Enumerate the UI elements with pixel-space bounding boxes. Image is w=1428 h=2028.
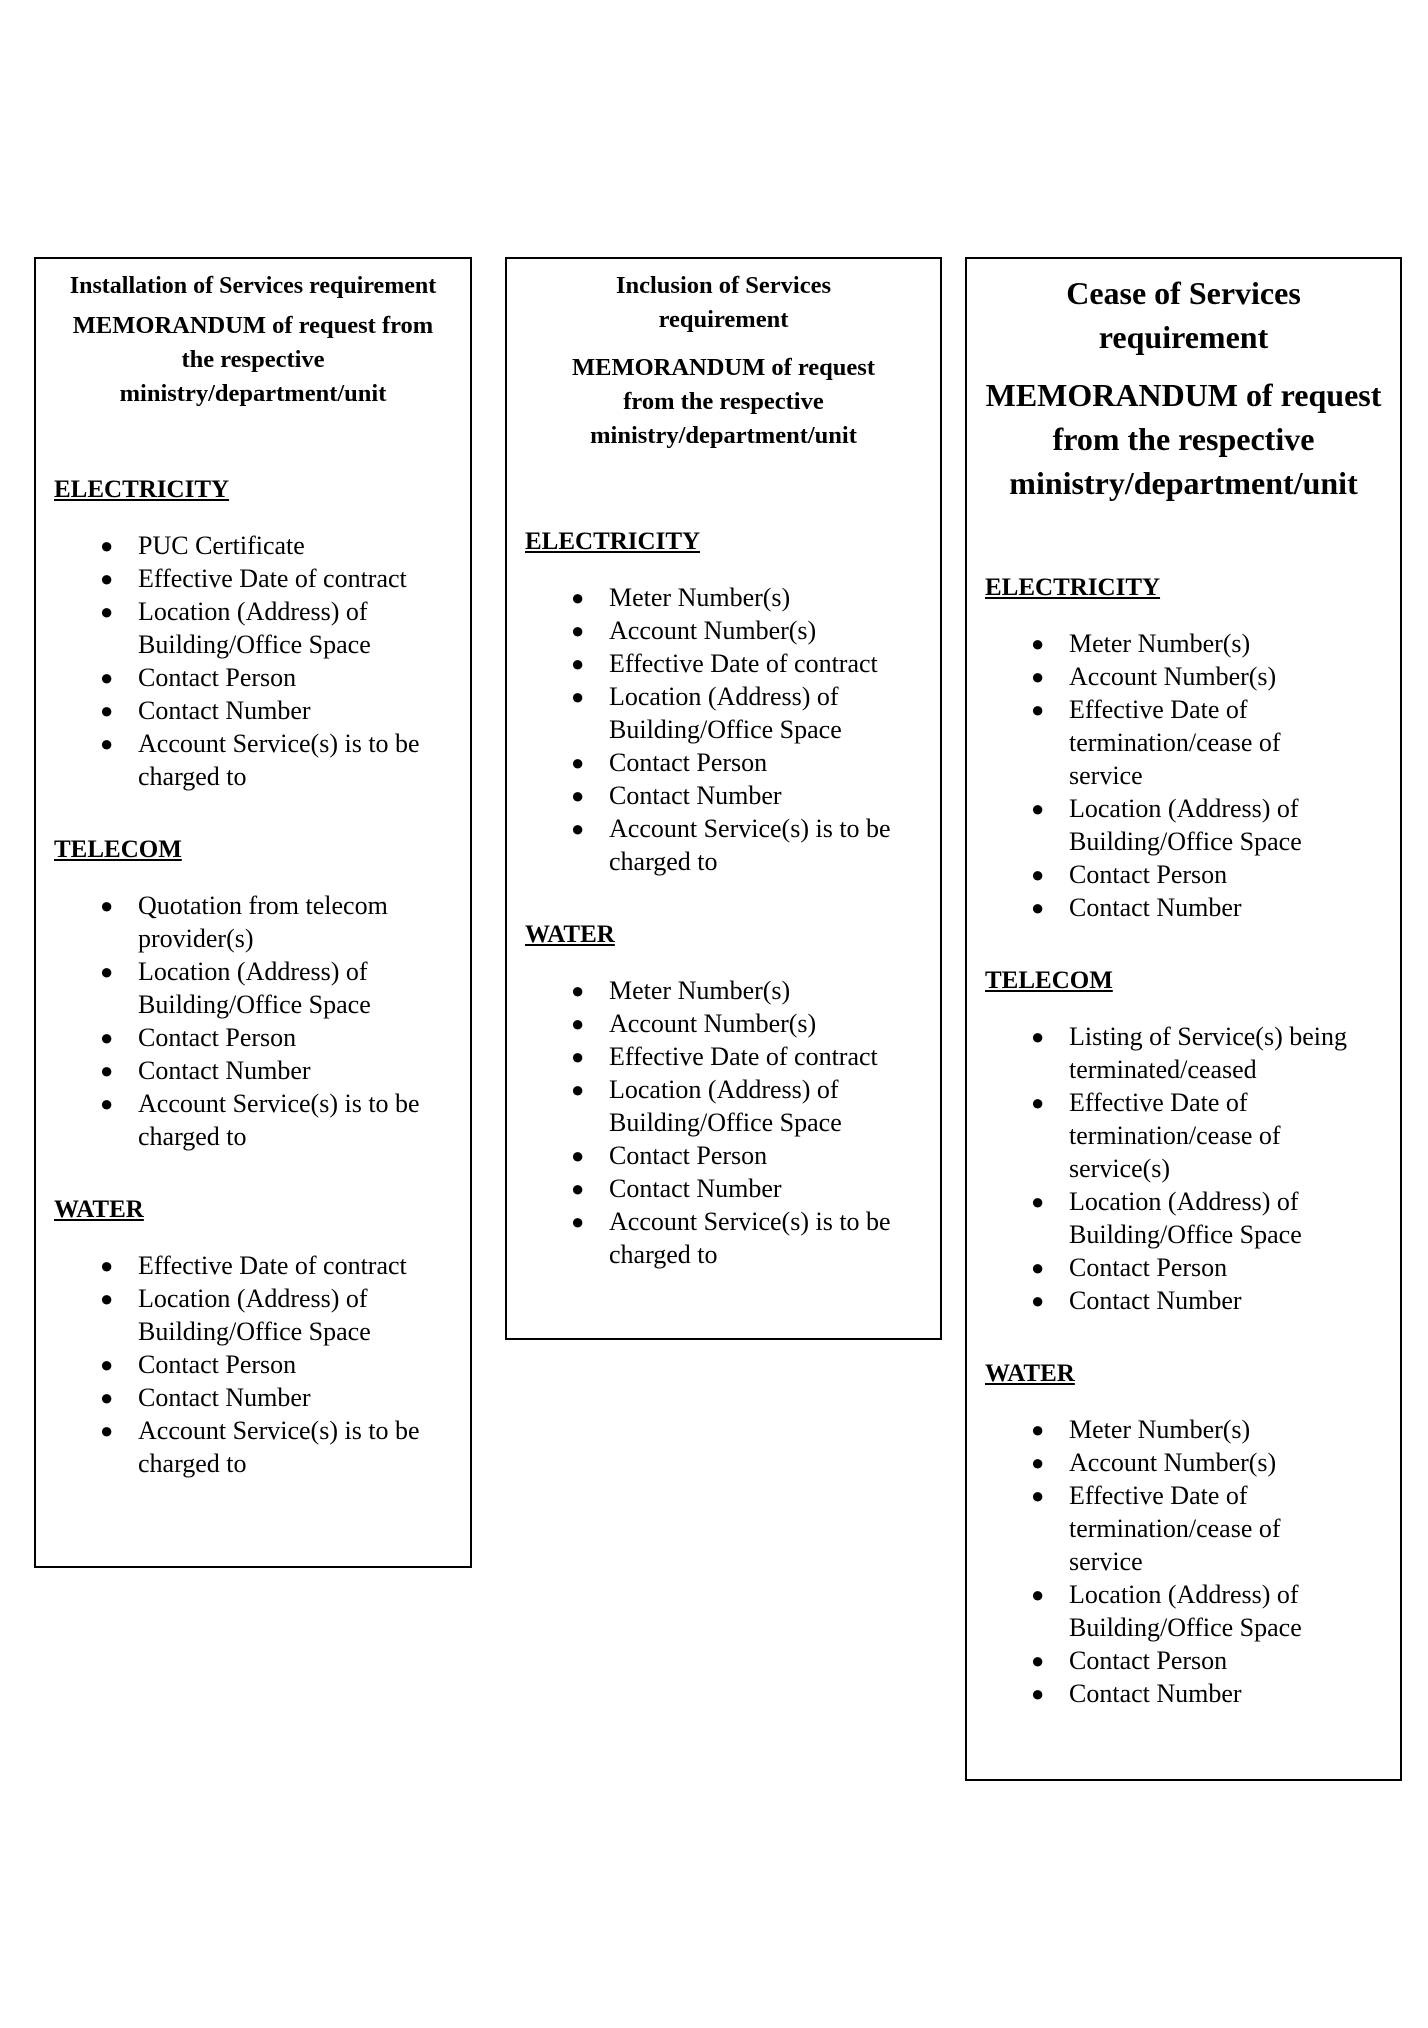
bullet-icon: ●: [1031, 664, 1045, 689]
list-item: ● Contact Person: [100, 663, 297, 692]
list-item: ● Contact Number: [1031, 1286, 1242, 1315]
list-item: ● Effective Date of contract: [571, 1042, 878, 1071]
list-item: ● Contact Number: [1031, 893, 1242, 922]
bullet-icon: ●: [100, 1091, 114, 1116]
list-item: ● Listing of Service(s) being terminated/ceased: [1031, 1022, 1347, 1084]
installation-column: [34, 257, 472, 1568]
bullet-icon: ●: [571, 1011, 585, 1036]
list-item: ● Meter Number(s): [571, 583, 791, 612]
bullet-icon: ●: [571, 651, 585, 676]
section-heading-water: WATER: [985, 1360, 1075, 1387]
list-item: ● Contact Person: [100, 1023, 297, 1052]
bullet-icon: ●: [1031, 796, 1045, 821]
bullet-icon: ●: [1031, 1255, 1045, 1280]
bullet-icon: ●: [1031, 1090, 1045, 1115]
bullet-icon: ●: [1031, 895, 1045, 920]
list-item: ● Account Number(s): [1031, 1448, 1277, 1477]
list-item: ● Account Service(s) is to be charged to: [571, 1207, 891, 1269]
list-item: ● Account Number(s): [571, 1009, 817, 1038]
bullet-icon: ●: [100, 665, 114, 690]
list-item: ● Contact Person: [100, 1350, 297, 1379]
list-item: ● Effective Date of contract: [100, 1251, 407, 1280]
bullet-icon: ●: [1031, 631, 1045, 656]
list-item: ● Account Number(s): [571, 616, 817, 645]
list-item: ● Meter Number(s): [1031, 1415, 1251, 1444]
section-heading-electricity: ELECTRICITY: [54, 476, 230, 503]
bullet-icon: ●: [1031, 697, 1045, 722]
bullet-icon: ●: [100, 959, 114, 984]
bullet-icon: ●: [571, 978, 585, 1003]
bullet-icon: ●: [571, 618, 585, 643]
bullet-icon: ●: [571, 1077, 585, 1102]
inclusion-column: [505, 257, 942, 1340]
list-item: ● Contact Person: [571, 748, 768, 777]
bullet-icon: ●: [571, 1176, 585, 1201]
bullet-icon: ●: [1031, 1648, 1045, 1673]
list-item: ● Location (Address) of Building/Office Space: [571, 1075, 842, 1137]
column-title: Cease of Services requirement: [1066, 275, 1301, 355]
bullet-icon: ●: [1031, 1417, 1045, 1442]
electricity-list: [525, 581, 922, 878]
list-item: ● Contact Number: [100, 696, 311, 725]
list-item: ● Meter Number(s): [571, 976, 791, 1005]
section-heading-water: WATER: [525, 921, 615, 948]
bullet-icon: ●: [571, 783, 585, 808]
list-item: ● Effective Date of contract: [571, 649, 878, 678]
memorandum-text: MEMORANDUM of request from the respective ministry/department/unit: [571, 354, 876, 449]
list-item: ● Location (Address) of Building/Office Space: [571, 682, 842, 744]
telecom-list: [54, 889, 452, 1153]
bullet-icon: ●: [100, 1352, 114, 1377]
list-item: ● Effective Date of termination/cease of service: [1031, 1481, 1281, 1576]
bullet-icon: ●: [100, 893, 114, 918]
list-item: ● Contact Number: [100, 1056, 311, 1085]
list-item: ● Quotation from telecom provider(s): [100, 891, 388, 953]
list-item: ● Contact Number: [100, 1383, 311, 1412]
list-item: ● Contact Number: [1031, 1679, 1242, 1708]
water-list: [525, 974, 922, 1271]
water-list: [985, 1413, 1382, 1710]
bullet-icon: ●: [1031, 1681, 1045, 1706]
list-item: ● Account Service(s) is to be charged to: [571, 814, 891, 876]
list-item: ● Meter Number(s): [1031, 629, 1251, 658]
list-item: ● Location (Address) of Building/Office Space: [1031, 1187, 1302, 1249]
bullet-icon: ●: [1031, 862, 1045, 887]
bullet-icon: ●: [100, 1253, 114, 1278]
column-title: Inclusion of Services requirement: [615, 272, 832, 333]
bullet-icon: ●: [571, 585, 585, 610]
list-item: ● Contact Person: [1031, 1253, 1228, 1282]
section-heading-electricity: ELECTRICITY: [985, 574, 1161, 601]
section-heading-electricity: ELECTRICITY: [525, 528, 701, 555]
telecom-list: [985, 1020, 1382, 1317]
electricity-list: [985, 627, 1382, 924]
cease-column: [965, 257, 1402, 1781]
bullet-icon: ●: [100, 1385, 114, 1410]
list-item: ● Location (Address) of Building/Office Space: [1031, 1580, 1302, 1642]
bullet-icon: ●: [571, 1044, 585, 1069]
bullet-icon: ●: [571, 816, 585, 841]
list-item: ● Effective Date of termination/cease of service(s): [1031, 1088, 1281, 1183]
list-item: ● Account Service(s) is to be charged to: [100, 1089, 420, 1151]
section-heading-water: WATER: [54, 1196, 144, 1223]
list-item: ● Contact Person: [1031, 860, 1228, 889]
bullet-icon: ●: [100, 1286, 114, 1311]
section-heading-telecom: TELECOM: [54, 836, 182, 863]
bullet-icon: ●: [100, 698, 114, 723]
list-item: ● Account Service(s) is to be charged to: [100, 729, 420, 791]
bullet-icon: ●: [1031, 1024, 1045, 1049]
bullet-icon: ●: [1031, 1450, 1045, 1475]
list-item: ● Contact Person: [1031, 1646, 1228, 1675]
list-item: ● Account Service(s) is to be charged to: [100, 1416, 420, 1478]
bullet-icon: ●: [571, 684, 585, 709]
bullet-icon: ●: [100, 1058, 114, 1083]
bullet-icon: ●: [1031, 1189, 1045, 1214]
list-item: ● Location (Address) of Building/Office Space: [100, 597, 371, 659]
bullet-icon: ●: [100, 566, 114, 591]
list-item: ● Account Number(s): [1031, 662, 1277, 691]
bullet-icon: ●: [1031, 1582, 1045, 1607]
water-list: [54, 1249, 452, 1480]
list-item: ● Effective Date of contract: [100, 564, 407, 593]
bullet-icon: ●: [100, 731, 114, 756]
electricity-list: [54, 529, 452, 793]
bullet-icon: ●: [100, 533, 114, 558]
bullet-icon: ●: [1031, 1288, 1045, 1313]
list-item: ● Contact Number: [571, 781, 782, 810]
list-item: ● Location (Address) of Building/Office Space: [1031, 794, 1302, 856]
list-item: ● Location (Address) of Building/Office Space: [100, 957, 371, 1019]
column-title: Installation of Services requirement: [69, 273, 437, 299]
memorandum-text: MEMORANDUM of request from the respective ministry/department/unit: [72, 312, 434, 407]
bullet-icon: ●: [571, 1143, 585, 1168]
bullet-icon: ●: [571, 750, 585, 775]
bullet-icon: ●: [571, 1209, 585, 1234]
memorandum-text: MEMORANDUM of request from the respective ministry/department/unit: [985, 377, 1382, 501]
section-heading-telecom: TELECOM: [985, 967, 1113, 994]
list-item: ● Location (Address) of Building/Office Space: [100, 1284, 371, 1346]
bullet-icon: ●: [100, 1025, 114, 1050]
list-item: ● Contact Number: [571, 1174, 782, 1203]
list-item: ● Effective Date of termination/cease of service: [1031, 695, 1281, 790]
list-item: ● PUC Certificate: [100, 531, 305, 560]
bullet-icon: ●: [100, 1418, 114, 1443]
list-item: ● Contact Person: [571, 1141, 768, 1170]
bullet-icon: ●: [1031, 1483, 1045, 1508]
bullet-icon: ●: [100, 599, 114, 624]
